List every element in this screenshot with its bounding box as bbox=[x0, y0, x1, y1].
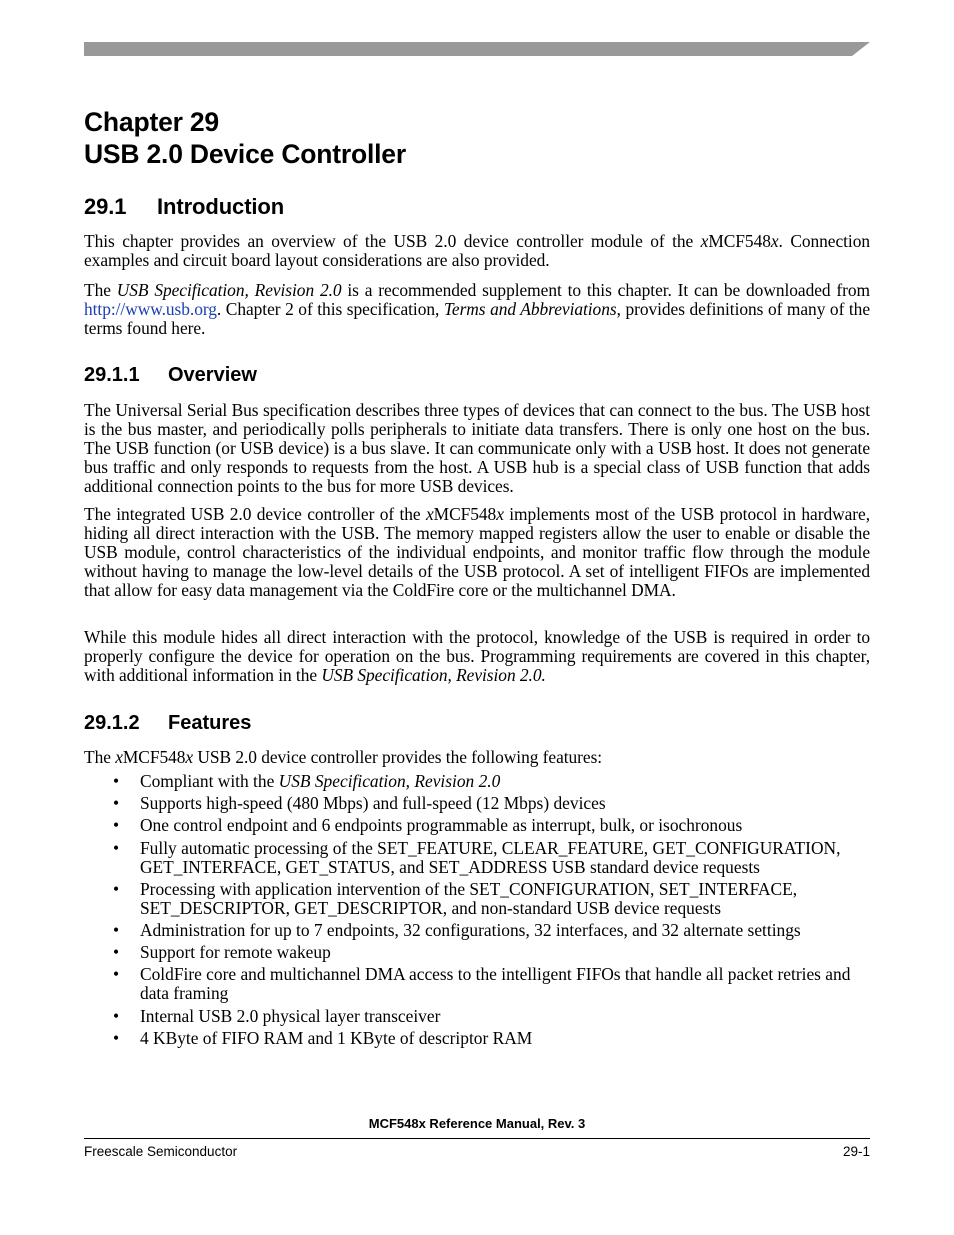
header-bar bbox=[84, 42, 870, 56]
footer-page-number: 29-1 bbox=[842, 1144, 870, 1159]
list-item: • 4 KByte of FIFO RAM and 1 KByte of descriptor RAM bbox=[84, 1029, 870, 1048]
list-item: • Internal USB 2.0 physical layer transceiver bbox=[84, 1007, 870, 1026]
section-heading-features bbox=[84, 711, 251, 735]
chapter-number: Chapter 29 bbox=[84, 107, 219, 137]
section-title: Overview bbox=[168, 364, 257, 386]
header-bar-shape bbox=[84, 42, 870, 56]
intro-paragraph-1: This chapter provides an overview of the USB 2.0 device controller module of the xMCF548x. Connection examples and circuit board layout considerations are also provided. bbox=[84, 231, 871, 270]
usb-org-link[interactable]: http://www.usb.org bbox=[84, 299, 217, 319]
list-item: • Fully automatic processing of the SET_FEATURE, CLEAR_FEATURE, GET_CONFIGURATION, GET_INTERFACE, GET_STATUS, and SET_ADDRESS USB standard device requests bbox=[84, 839, 870, 877]
list-item: • One control endpoint and 6 endpoints programmable as interrupt, bulk, or isochronous bbox=[84, 816, 870, 835]
list-item: • Processing with application intervention of the SET_CONFIGURATION, SET_INTERFACE, SET_DESCRIPTOR, GET_DESCRIPTOR, and non-standard USB device requests bbox=[84, 880, 870, 918]
list-item: • Support for remote wakeup bbox=[84, 943, 870, 962]
chapter-name: USB 2.0 Device Controller bbox=[84, 139, 406, 169]
footer-company: Freescale Semiconductor bbox=[84, 1144, 238, 1159]
list-item: • Supports high-speed (480 Mbps) and full-speed (12 Mbps) devices bbox=[84, 794, 870, 813]
section-number: 29.1.2 bbox=[84, 712, 140, 734]
section-number: 29.1.1 bbox=[84, 364, 140, 386]
section-title: Introduction bbox=[157, 194, 285, 219]
overview-paragraph-2: The integrated USB 2.0 device controller of the xMCF548x implements most of the USB protocol in hardware, hiding all direct interaction with the USB. The memory mapped registers allow the user to enable or disable the USB module, control characteristics of the individual endpoints, and monitor traffic flow through the module without having to manage the low-level details of the USB protocol. A set of intelligent FIFOs are implemented that allow for easy data management via the ColdFire core or the multichannel DMA. bbox=[84, 504, 870, 600]
list-item: • Administration for up to 7 endpoints, 32 configurations, 32 interfaces, and 32 alternate settings bbox=[84, 921, 870, 940]
features-lead: The xMCF548x USB 2.0 device controller provides the following features: bbox=[84, 747, 603, 767]
section-heading-overview bbox=[84, 363, 257, 387]
section-heading-introduction bbox=[84, 194, 284, 220]
intro-paragraph-2: The USB Specification, Revision 2.0 is a recommended supplement to this chapter. It can be downloaded from http://www.usb.org. Chapter 2 of this specification, Terms and Abbreviations, provides definitions of many of the terms found here. bbox=[84, 280, 870, 338]
overview-paragraph-3: While this module hides all direct interaction with the protocol, knowledge of the USB is required in order to properly configure the device for operation on the bus. Programming requirements are covered in this chapter, with additional information in the USB Specification, Revision 2.0. bbox=[84, 627, 870, 685]
section-number: 29.1 bbox=[84, 194, 127, 219]
overview-paragraph-1: The Universal Serial Bus specification describes three types of devices that can connect to the bus. The USB host is the bus master, and periodically polls peripherals to initiate data transfers. There is only one host on the bus. The USB function (or USB device) is a bus slave. It can communicate only with a USB host. It does not generate bus traffic and only responds to requests from the host. A USB hub is a special class of USB function that adds additional connection points to the bus for more USB devices. bbox=[84, 400, 870, 496]
section-title: Features bbox=[168, 712, 252, 734]
footer-manual-title: MCF548x Reference Manual, Rev. 3 bbox=[368, 1116, 586, 1131]
chapter-title bbox=[84, 106, 406, 170]
footer-divider bbox=[84, 1138, 870, 1139]
list-item: • Compliant with the USB Specification, Revision 2.0 bbox=[84, 772, 870, 791]
features-list bbox=[84, 772, 870, 1051]
list-item: • ColdFire core and multichannel DMA access to the intelligent FIFOs that handle all packet retries and data framing bbox=[84, 965, 870, 1003]
